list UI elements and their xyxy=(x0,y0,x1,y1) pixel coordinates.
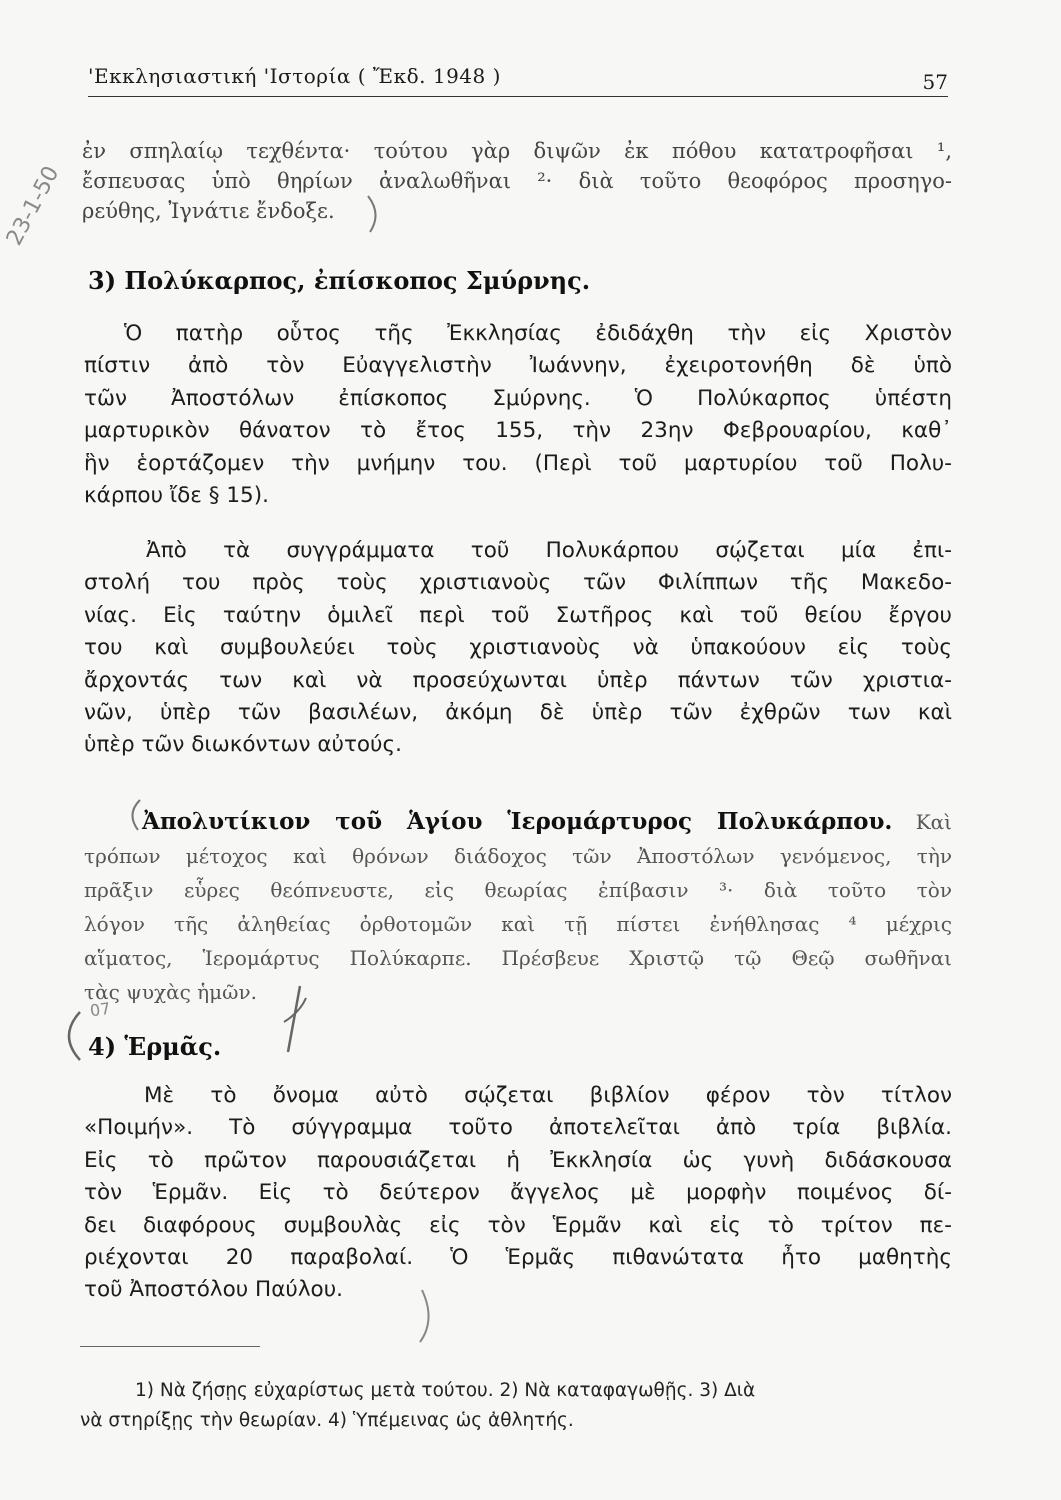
footnote-line: νὰ στηρίξῃς τὴν θεωρίαν. 4) Ὑπέμεινας ὡς ἀθλητής. xyxy=(80,1410,574,1431)
paragraph-hermas xyxy=(84,1080,952,1307)
text-line: «Ποιμήν». Τὸ σύγγραμμα τοῦτο ἀποτελεῖται ἀπὸ τρία βιβλία. xyxy=(84,1115,952,1141)
text-line: ριέχονται 20 παραβολαί. Ὁ Ἑρμᾶς πιθανώτατα ἦτο μαθητὴς xyxy=(84,1244,952,1270)
text-line: Μὲ τὸ ὄνομα αὐτὸ σῴζεται βιβλίον φέρον τὸν τίτλον xyxy=(144,1083,952,1108)
text-line: τὸν Ἑρμᾶν. Εἰς τὸ δεύτερον ἄγγελος μὲ μορφὴν ποιμένος δί- xyxy=(84,1180,952,1206)
section-heading-polycarp: 3) Πολύκαρπος, ἐπίσκοπος Σμύρνης. xyxy=(88,266,591,295)
paragraph-polycarp-letter xyxy=(84,535,952,762)
text-line: ἣν ἑορτάζομεν τὴν μνήμην του. (Περὶ τοῦ μαρτυρίου τοῦ Πολυ- xyxy=(84,450,952,476)
text-line: Ὁ πατὴρ οὗτος τῆς Ἐκκλησίας ἐδιδάχθη τὴν εἰς Χριστὸν xyxy=(124,321,952,346)
text-line: μαρτυρικὸν θάνατον τὸ ἔτος 155, τὴν 23ην Φεβρουαρίου, καθ᾽ xyxy=(84,418,952,444)
text-line: τῶν Ἀποστόλων ἐπίσκοπος Σμύρνης. Ὁ Πολύκαρπος ὑπέστη xyxy=(84,385,952,411)
text-line: ὑπὲρ τῶν διωκόντων αὐτούς. xyxy=(84,732,402,758)
apolytikion-block xyxy=(84,805,952,1009)
text-line: δει διαφόρους συμβουλὰς εἰς τὸν Ἑρμᾶν καὶ εἰς τὸ τρίτον πε- xyxy=(84,1212,952,1238)
hymn-line: ἐν σπηλαίῳ τεχθέντα· τούτου γὰρ διψῶν ἐκ πόθου κατατροφῆσαι ¹, xyxy=(82,139,952,163)
hymn-line: τὰς ψυχὰς ἡμῶν. xyxy=(84,980,257,1004)
text-line: Ἀπὸ τὰ συγγράμματα τοῦ Πολυκάρπου σῴζεται μία ἐπι- xyxy=(146,538,952,563)
hymn-line: λόγον τῆς ἀληθείας ὀρθοτομῶν καὶ τῇ πίστει ἐνήθλησας ⁴ μέχρις xyxy=(84,912,952,936)
text-line: πίστιν ἀπὸ τὸν Εὐαγγελιστὴν Ἰωάννην, ἐχειροτονήθη δὲ ὑπὸ xyxy=(84,353,952,379)
apolytikion-first-word: Καὶ xyxy=(915,810,952,834)
text-line: στολή του πρὸς τοὺς χριστιανοὺς τῶν Φιλίππων τῆς Μακεδο- xyxy=(84,570,952,596)
margin-date-annotation: 23-1-50 xyxy=(2,162,65,250)
apolytikion-title: Ἀπολυτίκιον τοῦ Ἁγίου Ἱερομάρτυρος Πολυκάρπου. xyxy=(142,808,893,835)
apolytikion-heading-line xyxy=(84,805,952,839)
hymn-line: ἔσπευσας ὑπὸ θηρίων ἀναλωθῆναι ²· διὰ τοῦτο θεοφόρος προσηγο- xyxy=(82,169,952,193)
hymn-continuation xyxy=(82,136,952,226)
text-line: τοῦ Ἀποστόλου Παύλου. xyxy=(84,1277,343,1303)
text-line: νῶν, ὑπὲρ τῶν βασιλέων, ἀκόμη δὲ ὑπὲρ τῶν ἐχθρῶν των καὶ xyxy=(84,699,952,725)
hymn-line: αἵματος, Ἱερομάρτυς Πολύκαρπε. Πρέσβευε Χριστῷ τῷ Θεῷ σωθῆναι xyxy=(84,946,952,970)
text-line: κάρπου ἴδε § 15). xyxy=(84,482,269,508)
hymn-line: πρᾶξιν εὗρες θεόπνευστε, εἰς θεωρίας ἐπίβασιν ³· διὰ τοῦτο τὸν xyxy=(84,878,952,902)
footnotes xyxy=(80,1376,952,1436)
page-number: 57 xyxy=(922,70,948,94)
running-head xyxy=(88,64,948,97)
text-line: ἄρχοντάς των καὶ νὰ προσεύχωνται ὑπὲρ πάντων τῶν χριστια- xyxy=(84,667,952,693)
text-line: νίας. Εἰς ταύτην ὁμιλεῖ περὶ τοῦ Σωτῆρος καὶ τοῦ θείου ἔργου xyxy=(84,602,952,628)
bracket-mark xyxy=(69,1012,80,1060)
section-heading-hermas: 4) Ἑρμᾶς. xyxy=(88,1032,222,1061)
paragraph-polycarp-life xyxy=(84,318,952,512)
text-line: του καὶ συμβουλεύει τοὺς χριστιανοὺς νὰ ὑπακούουν εἰς τοὺς xyxy=(84,635,952,661)
hymn-line: τρόπων μέτοχος καὶ θρόνων διάδοχος τῶν Ἀποστόλων γενόμενος, τὴν xyxy=(84,844,952,868)
running-title: 'Εκκλησιαστική 'Ιστορία ( Ἔκδ. 1948 ) xyxy=(88,64,501,88)
margin-mark-annotation: 07 xyxy=(88,998,112,1021)
hymn-line: ρεύθης, Ἰγνάτιε ἔνδοξε. xyxy=(82,199,335,223)
text-line: Εἰς τὸ πρῶτον παρουσιάζεται ἡ Ἐκκλησία ὡς γυνὴ διδάσκουσα xyxy=(84,1147,952,1173)
footnote-separator xyxy=(80,1346,260,1347)
footnote-line: 1) Νὰ ζήσῃς εὐχαρίστως μετὰ τούτου. 2) Νὰ καταφαγωθῇς. 3) Διὰ xyxy=(135,1380,756,1401)
